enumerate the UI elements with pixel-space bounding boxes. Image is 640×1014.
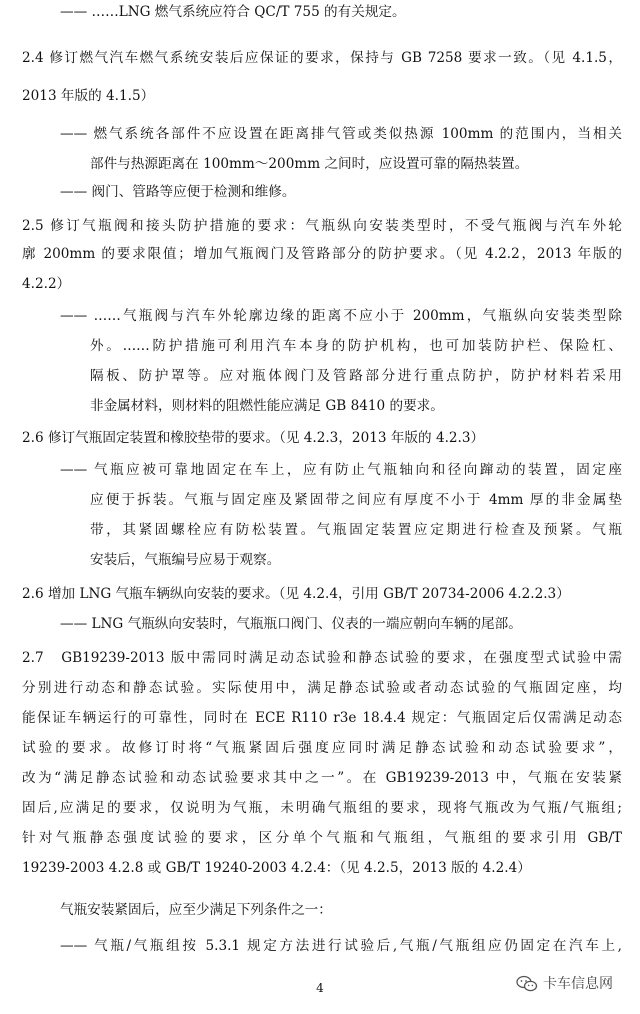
text-line: —— 阀门、管路等应便于检测和维修。 [60, 184, 296, 200]
text-line: 2013 年版的 4.1.5） [22, 88, 155, 104]
text-line: 应便于拆装。气瓶与固定座及紧固带之间应有厚度不小于 4mm 厚的非金属垫 [90, 492, 622, 508]
text-line: 带，其紧固螺栓应有防松装置。气瓶固定装置应定期进行检查及预紧。气瓶 [90, 522, 622, 538]
watermark-text: 卡车信息网 [543, 976, 613, 992]
text-line: 2.5 修订气瓶阀和接头防护措施的要求：气瓶纵向安装类型时，不受气瓶阀与汽车外轮 [22, 218, 622, 234]
page-number: 4 [316, 981, 324, 995]
text-line: —— 燃气系统各部件不应设置在距离排气管或类似热源 100mm 的范围内，当相关 [60, 126, 622, 142]
text-line: 廓 200mm 的要求限值；增加气瓶阀门及管路部分的防护要求。（见 4.2.2，2013 年版的 [22, 246, 622, 262]
wechat-icon [516, 975, 538, 993]
text-line: —— 气瓶/气瓶组按 5.3.1 规定方法进行试验后,气瓶/气瓶组应仍固定在汽车上, [60, 938, 622, 954]
text-line: 部件与热源距离在 100mm～200mm 之间时，应设置可靠的隔热装置。 [90, 156, 529, 172]
text-line: —— ……气瓶阀与汽车外轮廓边缘的距离不应小于 200mm，气瓶纵向安装类型除 [60, 308, 622, 324]
text-line: 试验的要求。故修订时将“气瓶紧固后强度应同时满足静态试验和动态试验要求”， [22, 740, 622, 756]
text-line: 固后,应满足的要求，仅说明为气瓶，未明确气瓶组的要求，现将气瓶改为气瓶/气瓶组; [22, 800, 622, 816]
text-line: 非金属材料，则材料的阻燃性能应满足 GB 8410 的要求。 [90, 398, 444, 414]
text-line: —— LNG 气瓶纵向安装时，气瓶瓶口阀门、仪表的一端应朝向车辆的尾部。 [60, 616, 522, 632]
text-line: —— 气瓶应被可靠地固定在车上，应有防止气瓶轴向和径向蹿动的装置，固定座 [60, 462, 622, 478]
text-line: 针对气瓶静态强度试验的要求，区分单个气瓶和气瓶组，气瓶组的要求引用 GB/T [22, 830, 622, 846]
text-line: 2.4 修订燃气汽车燃气系统安装后应保证的要求，保持与 GB 7258 要求一致。（见 4.1.5， [22, 50, 622, 66]
text-line: —— ……LNG 燃气系统应符合 QC/T 755 的有关规定。 [60, 4, 406, 20]
text-line: 2.6 增加 LNG 气瓶车辆纵向安装的要求。（见 4.2.4，引用 GB/T 20734-2006 4.2.2.3） [22, 586, 570, 602]
text-line: 19239-2003 4.2.8 或 GB/T 19240-2003 4.2.4：（见 4.2.5，2013 版的 4.2.4） [22, 860, 531, 876]
text-line: 改为“满足静态试验和动态试验要求其中之一”。在 GB19239-2013 中，气瓶在安装紧 [22, 770, 622, 786]
text-line: 分别进行动态和静态试验。实际使用中，满足静态试验或者动态试验的气瓶固定座，均 [22, 680, 622, 696]
watermark [516, 972, 613, 996]
text-line: 能保证车辆运行的可靠性，同时在 ECE R110 r3e 18.4.4 规定：气瓶固定后仅需满足动态 [22, 710, 622, 726]
text-line: 2.6 修订气瓶固定装置和橡胶垫带的要求。（见 4.2.3，2013 年版的 4.2.3） [22, 430, 485, 446]
text-line: 4.2.2） [22, 276, 71, 292]
text-line: 2.7 GB19239-2013 版中需同时满足动态试验和静态试验的要求，在强度型式试验中需 [22, 650, 622, 666]
text-line: 外。……防护措施可利用汽车本身的防护机构，也可加装防护栏、保险杠、 [90, 338, 622, 354]
text-line: 气瓶安装紧固后，应至少满足下列条件之一： [60, 902, 332, 918]
text-line: 安装后，气瓶编号应易于观察。 [90, 552, 281, 568]
text-line: 隔板、防护罩等。应对瓶体阀门及管路部分进行重点防护，防护材料若采用 [90, 368, 622, 384]
